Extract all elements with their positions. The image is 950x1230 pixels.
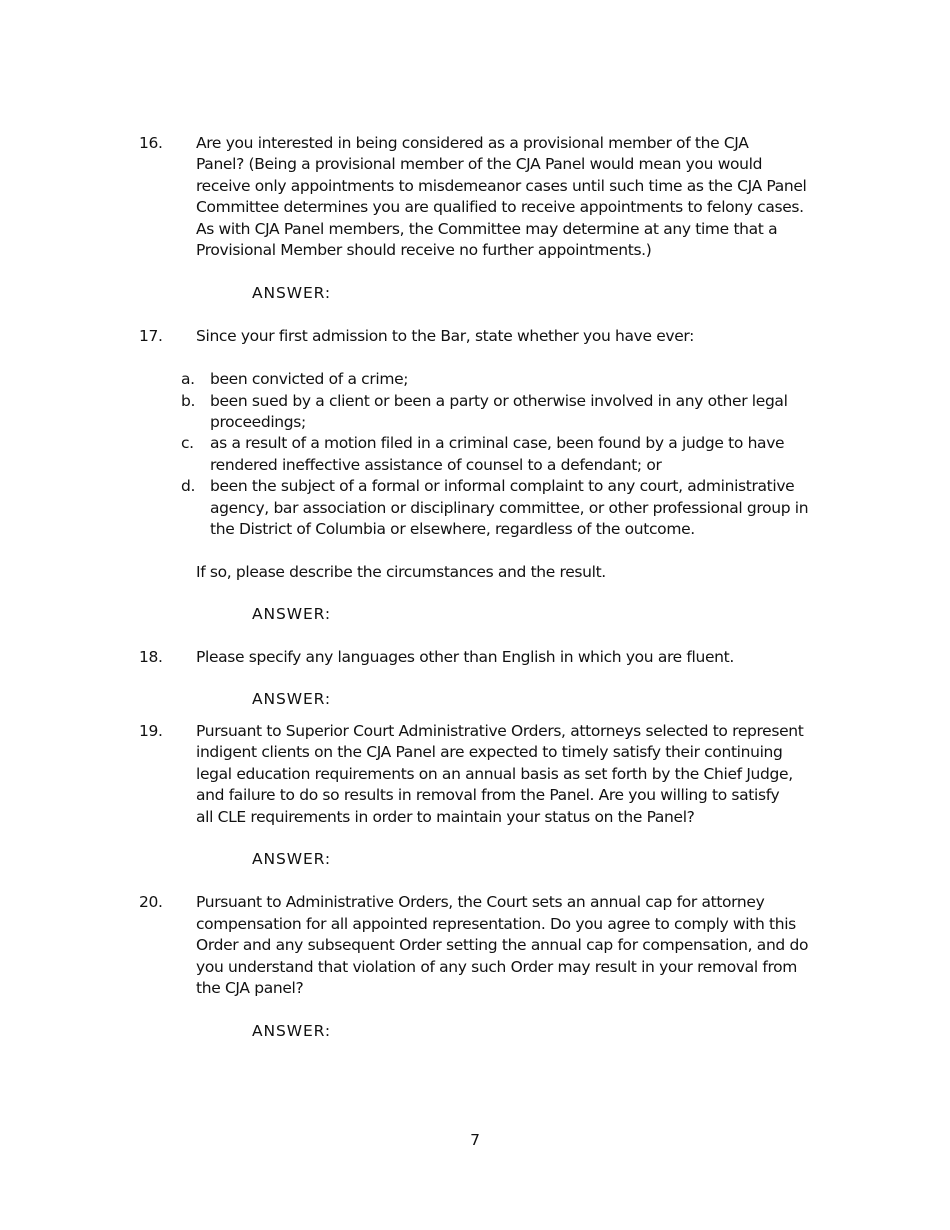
question-17-sub-c-text: rendered ineffective assistance of counsel to a defendant; or <box>210 456 662 474</box>
question-19-answer-label: ANSWER: <box>252 850 331 868</box>
question-19-text-line: Pursuant to Superior Court Administrative Orders, attorneys selected to represent <box>196 722 804 740</box>
question-16-number: 16. <box>139 134 163 152</box>
question-16-text-line: As with CJA Panel members, the Committee may determine at any time that a <box>196 220 778 238</box>
question-17-sub-a-letter: a. <box>181 370 195 388</box>
question-20-text-line: you understand that violation of any such Order may result in your removal from <box>196 958 798 976</box>
question-20-text-line: Pursuant to Administrative Orders, the Court sets an annual cap for attorney <box>196 893 765 911</box>
question-17-sub-a-text: been convicted of a crime; <box>210 370 409 388</box>
question-20-number: 20. <box>139 893 163 911</box>
question-17-sub-d-text: the District of Columbia or elsewhere, regardless of the outcome. <box>210 520 695 538</box>
question-19-text-line: all CLE requirements in order to maintain your status on the Panel? <box>196 808 695 826</box>
question-19-text-line: legal education requirements on an annual basis as set forth by the Chief Judge, <box>196 765 793 783</box>
question-17-sub-d-text: been the subject of a formal or informal complaint to any court, administrative <box>210 477 795 495</box>
question-17-sub-d-letter: d. <box>181 477 196 495</box>
question-17-sub-b-letter: b. <box>181 392 196 410</box>
question-18-text-line: Please specify any languages other than English in which you are fluent. <box>196 648 734 666</box>
question-20-text-line: the CJA panel? <box>196 979 304 997</box>
question-19-text-line: indigent clients on the CJA Panel are expected to timely satisfy their continuing <box>196 743 783 761</box>
question-20-answer-label: ANSWER: <box>252 1022 331 1040</box>
question-17-sub-b-text: been sued by a client or been a party or otherwise involved in any other legal <box>210 392 788 410</box>
question-16-text-line: Panel? (Being a provisional member of the CJA Panel would mean you would <box>196 155 763 173</box>
question-16-text-line: receive only appointments to misdemeanor cases until such time as the CJA Panel <box>196 177 807 195</box>
question-20-text-line: compensation for all appointed representation. Do you agree to comply with this <box>196 915 796 933</box>
question-20-text-line: Order and any subsequent Order setting the annual cap for compensation, and do <box>196 936 809 954</box>
question-17-follow-up: If so, please describe the circumstances and the result. <box>196 563 606 581</box>
page-number: 7 <box>470 1131 480 1149</box>
question-16-text-line: Committee determines you are qualified to receive appointments to felony cases. <box>196 198 804 216</box>
question-18-answer-label: ANSWER: <box>252 690 331 708</box>
question-19-text-line: and failure to do so results in removal from the Panel. Are you willing to satisfy <box>196 786 780 804</box>
question-16-text-line: Provisional Member should receive no further appointments.) <box>196 241 652 259</box>
question-17-sub-b-text: proceedings; <box>210 413 306 431</box>
question-16-answer-label: ANSWER: <box>252 284 331 302</box>
question-17-number: 17. <box>139 327 163 345</box>
question-17-sub-d-text: agency, bar association or disciplinary committee, or other professional group in <box>210 499 809 517</box>
question-17-sub-c-text: as a result of a motion filed in a criminal case, been found by a judge to have <box>210 434 785 452</box>
question-17-text-line: Since your first admission to the Bar, state whether you have ever: <box>196 327 695 345</box>
question-18-number: 18. <box>139 648 163 666</box>
question-19-number: 19. <box>139 722 163 740</box>
question-17-answer-label: ANSWER: <box>252 605 331 623</box>
question-16-text-line: Are you interested in being considered as a provisional member of the CJA <box>196 134 749 152</box>
question-17-sub-c-letter: c. <box>181 434 194 452</box>
